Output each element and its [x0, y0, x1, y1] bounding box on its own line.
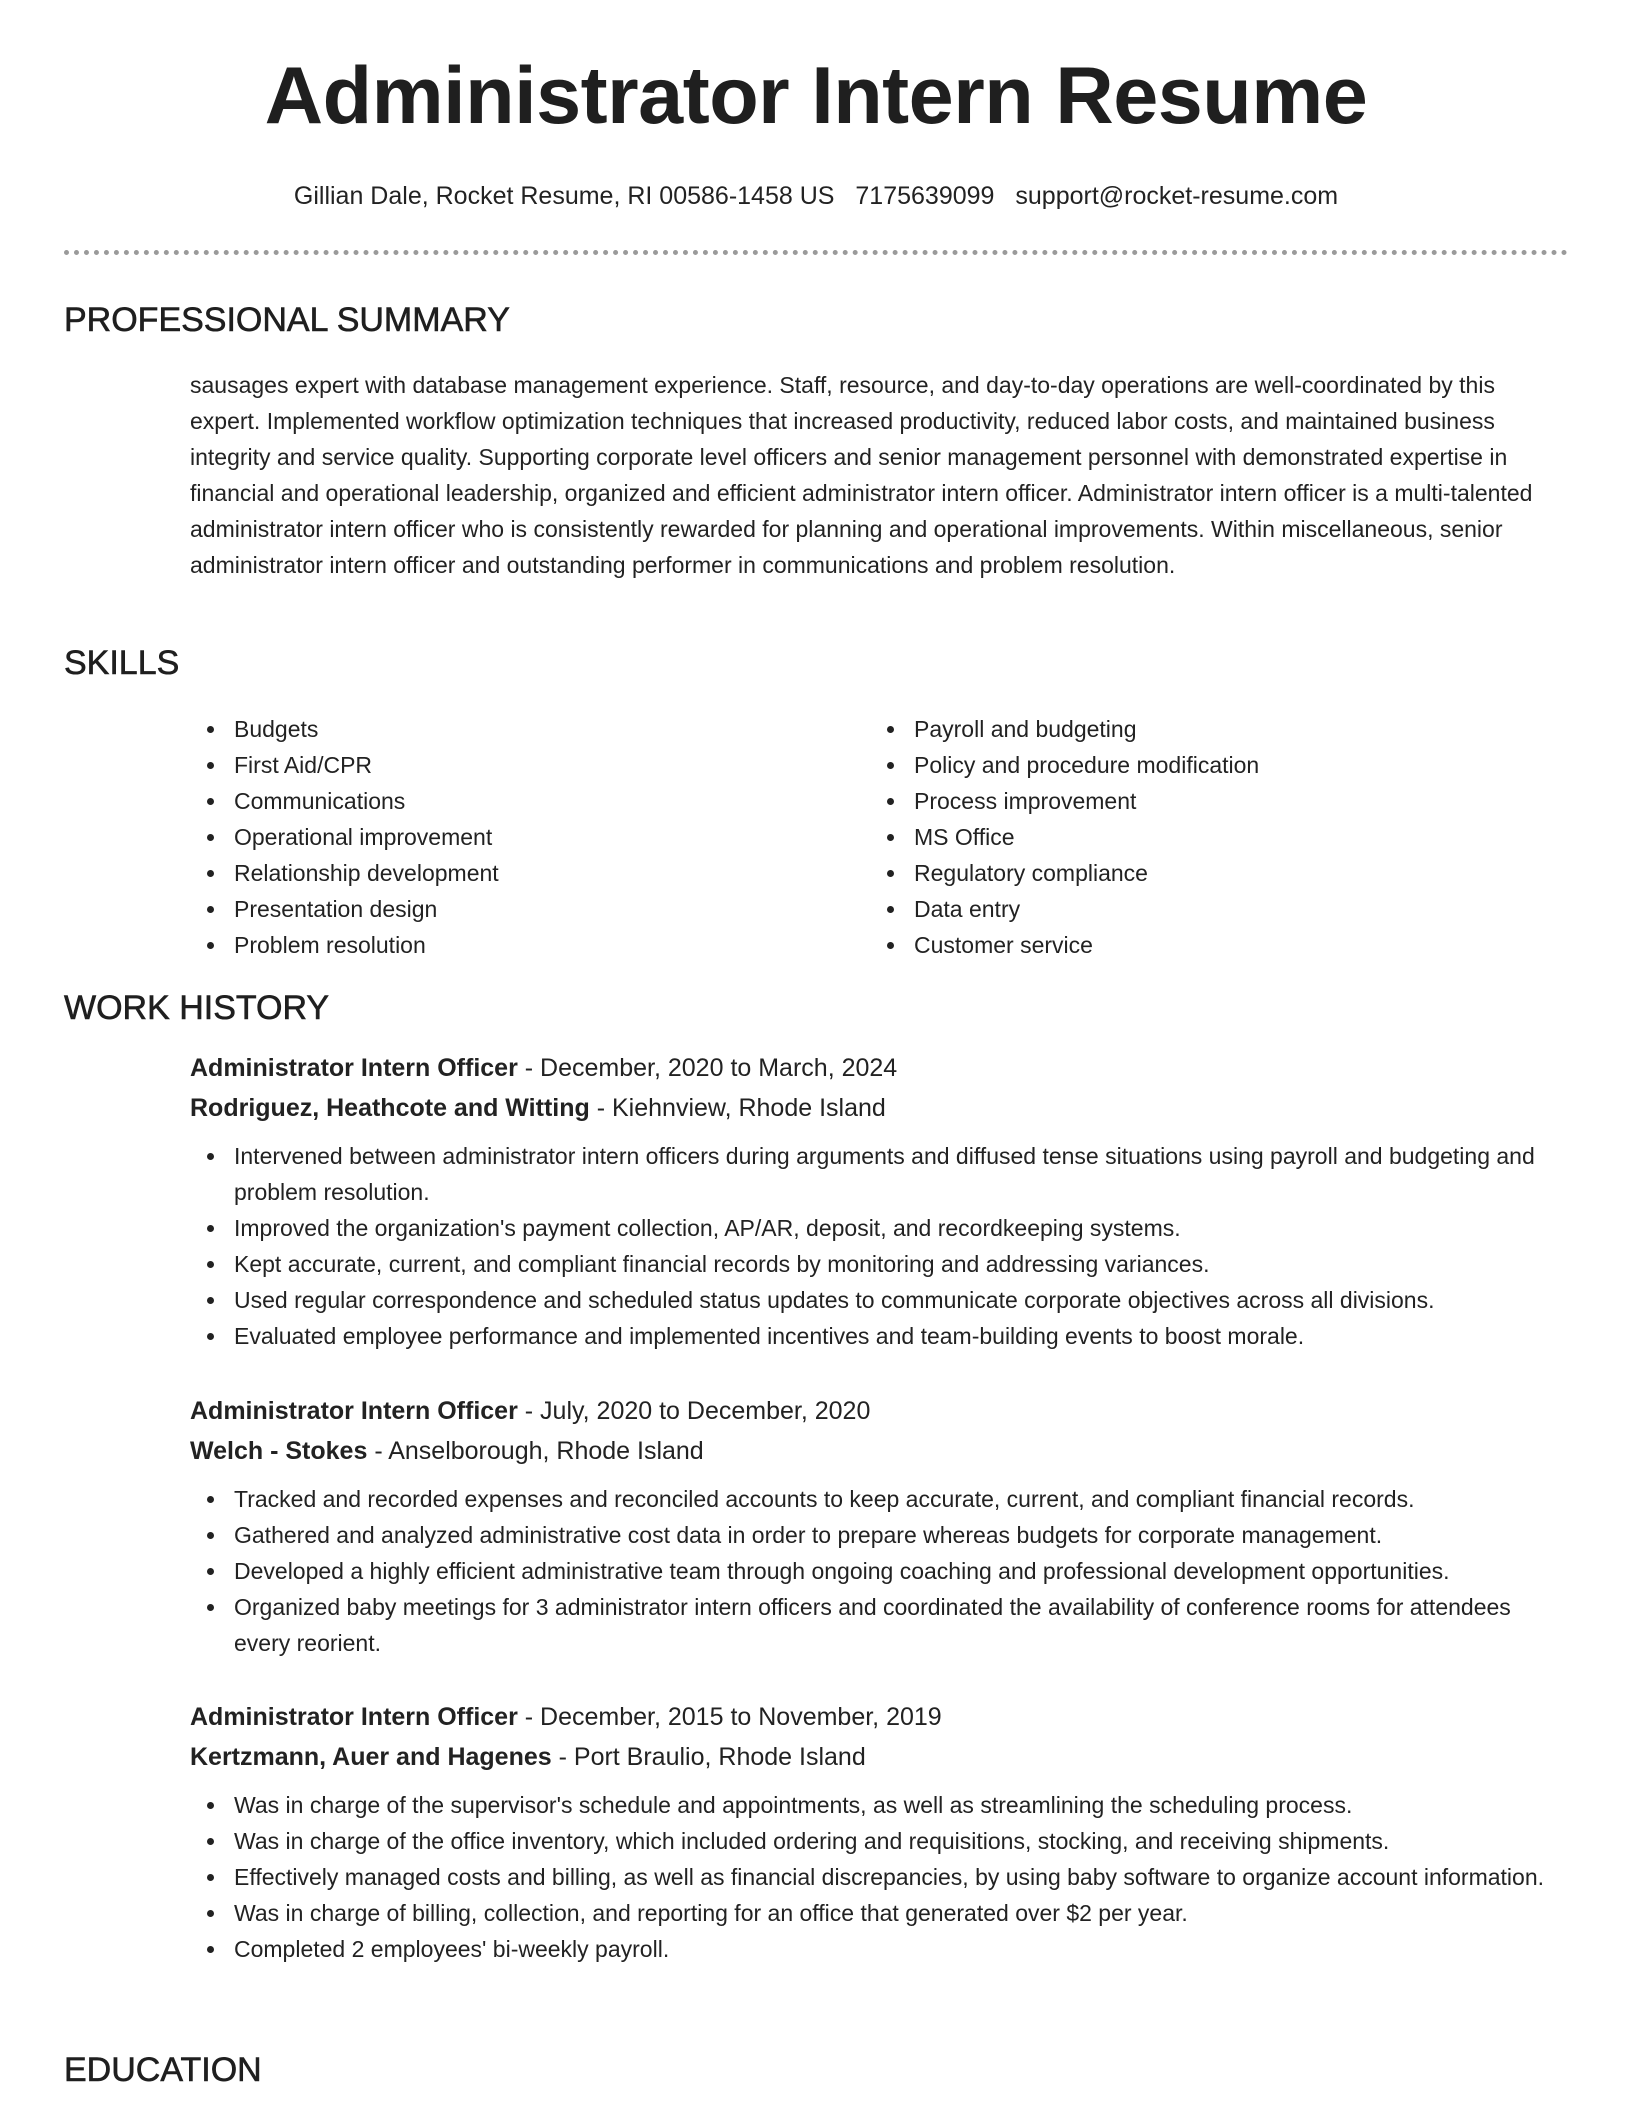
job-bullet: Effectively managed costs and billing, as well as financial discrepancies, by using baby software to organize account information.: [190, 1859, 1570, 1895]
skill-item: First Aid/CPR: [190, 747, 870, 783]
skill-item: Budgets: [190, 711, 870, 747]
job-bullet: Evaluated employee performance and implemented incentives and team-building events to boost morale.: [190, 1318, 1570, 1354]
summary-text: sausages expert with database management experience. Staff, resource, and day-to-day operations are well-coordinated by this expert. Implemented workflow optimization techniques that increased productivity, reduced labor costs, and maintained business integrity and service quality. Supporting corporate level officers and senior management personnel with demonstrated expertise in financial and operational leadership, organized and efficient administrator intern officer. Administrator intern officer is a multi-talented administrator intern officer who is consistently rewarded for planning and operational improvements. Within miscellaneous, senior administrator intern officer and outstanding performer in communications and problem resolution.: [190, 372, 1533, 578]
skills-column-right: [870, 711, 1550, 963]
contact-address: Gillian Dale, Rocket Resume, RI 00586-1458 US: [293, 182, 835, 210]
job-bullet: Gathered and analyzed administrative cost data in order to prepare whereas budgets for corporate management.: [190, 1517, 1570, 1553]
skill-item: Payroll and budgeting: [870, 711, 1550, 747]
skill-item: Problem resolution: [190, 927, 870, 963]
skill-item: Customer service: [870, 927, 1550, 963]
job-bullet: Tracked and recorded expenses and reconciled accounts to keep accurate, current, and compliant financial records.: [190, 1481, 1570, 1517]
job-bullet: Intervened between administrator intern officers during arguments and diffused tense situations using payroll and budgeting and problem resolution.: [190, 1138, 1570, 1210]
job-location: - Anselborough, Rhode Island: [367, 1437, 704, 1465]
skill-item: Regulatory compliance: [870, 855, 1550, 891]
job-bullet: Was in charge of billing, collection, and reporting for an office that generated over $2 per year.: [190, 1895, 1570, 1931]
job-entry: [190, 1697, 1570, 1967]
contact-email: support@rocket-resume.com: [1015, 182, 1339, 210]
job-title-line: [190, 1697, 1570, 1737]
skill-item: MS Office: [870, 819, 1550, 855]
job-location: - Kiehnview, Rhode Island: [589, 1094, 886, 1122]
job-company-line: [190, 1088, 1570, 1128]
skill-item: Operational improvement: [190, 819, 870, 855]
job-title: Administrator Intern Officer: [190, 1703, 518, 1731]
job-bullets: [190, 1138, 1570, 1354]
skill-item: Relationship development: [190, 855, 870, 891]
job-company-line: [190, 1737, 1570, 1777]
job-location: - Port Braulio, Rhode Island: [551, 1743, 866, 1771]
resume-title: Administrator Intern Resume: [264, 51, 1368, 141]
job-company-line: [190, 1431, 1570, 1471]
job-company: Kertzmann, Auer and Hagenes: [190, 1743, 552, 1771]
contact-line: [0, 181, 1632, 211]
job-title: Administrator Intern Officer: [190, 1054, 518, 1082]
job-title: Administrator Intern Officer: [190, 1397, 518, 1425]
job-entry: [190, 1391, 1570, 1661]
job-bullet: Organized baby meetings for 3 administrator intern officers and coordinated the availability of conference rooms for attendees every reorient.: [190, 1589, 1570, 1661]
contact-phone: 7175639099: [855, 182, 995, 210]
header-divider: [64, 250, 1568, 255]
skill-item: Process improvement: [870, 783, 1550, 819]
job-bullets: [190, 1787, 1570, 1967]
job-company: Welch - Stokes: [190, 1437, 368, 1465]
skill-item: Policy and procedure modification: [870, 747, 1550, 783]
job-bullet: Was in charge of the office inventory, which included ordering and requisitions, stocking, and receiving shipments.: [190, 1823, 1570, 1859]
skill-item: Communications: [190, 783, 870, 819]
job-company: Rodriguez, Heathcote and Witting: [190, 1094, 590, 1122]
job-bullet: Completed 2 employees' bi-weekly payroll.: [190, 1931, 1570, 1967]
job-bullet: Improved the organization's payment collection, AP/AR, deposit, and recordkeeping systems.: [190, 1210, 1570, 1246]
skill-item: Presentation design: [190, 891, 870, 927]
section-title-work: WORK HISTORY: [64, 989, 330, 1027]
job-bullet: Developed a highly efficient administrative team through ongoing coaching and professional development opportunities.: [190, 1553, 1570, 1589]
job-dates: - December, 2020 to March, 2024: [517, 1054, 898, 1082]
section-title-summary: PROFESSIONAL SUMMARY: [64, 301, 510, 339]
skills-column-left: [190, 711, 870, 963]
job-title-line: [190, 1391, 1570, 1431]
job-title-line: [190, 1048, 1570, 1088]
section-title-education: EDUCATION: [64, 2051, 262, 2089]
job-entry: [190, 1048, 1570, 1354]
job-bullet: Kept accurate, current, and compliant financial records by monitoring and addressing variances.: [190, 1246, 1570, 1282]
job-bullet: Was in charge of the supervisor's schedule and appointments, as well as streamlining the scheduling process.: [190, 1787, 1570, 1823]
skill-item: Data entry: [870, 891, 1550, 927]
skills-list: [190, 711, 1570, 963]
job-bullet: Used regular correspondence and scheduled status updates to communicate corporate objectives across all divisions.: [190, 1282, 1570, 1318]
job-bullets: [190, 1481, 1570, 1661]
job-dates: - July, 2020 to December, 2020: [517, 1397, 871, 1425]
job-dates: - December, 2015 to November, 2019: [517, 1703, 942, 1731]
section-title-skills: SKILLS: [64, 644, 180, 682]
